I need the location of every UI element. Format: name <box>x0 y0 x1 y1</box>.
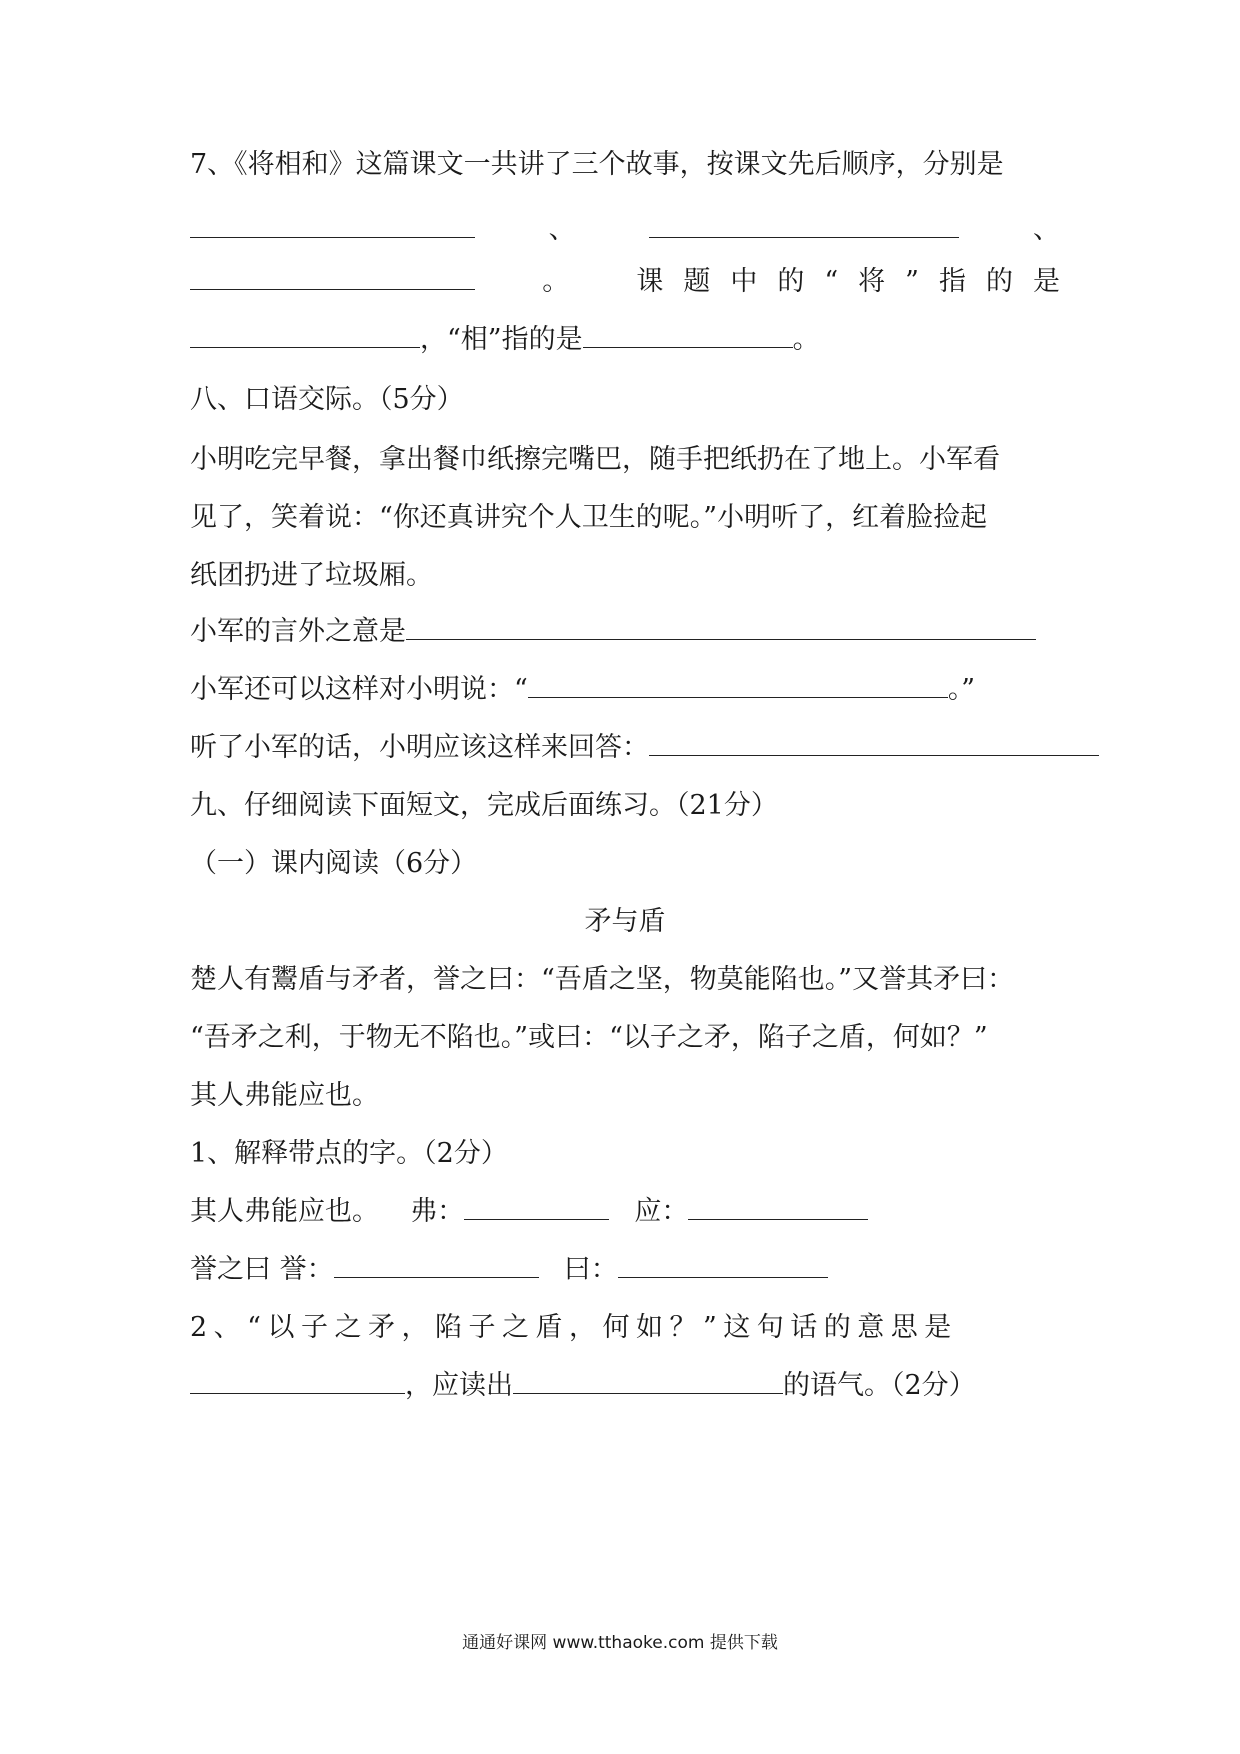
passage-line <box>190 556 1060 596</box>
passage-line <box>190 498 1060 538</box>
sentence-text: 誉之曰 <box>190 1254 271 1285</box>
s8-question-1-text: 小军的言外之意是 <box>190 616 406 647</box>
ying-blank[interactable] <box>688 1193 868 1220</box>
xiang-blank[interactable] <box>583 321 793 348</box>
alternative-speech-blank[interactable] <box>528 671 948 698</box>
story-1-blank[interactable] <box>190 211 475 238</box>
define-row-2 <box>190 1250 1060 1290</box>
classical-passage-line <box>190 1076 1060 1116</box>
s9-question-1-heading-text: 1、解释带点的字。（2分） <box>190 1138 508 1169</box>
s9-question-2-text: 2、“以子之矛，陷子之盾，何如？”这句话的意思是 <box>190 1312 958 1343</box>
section-8-heading-text: 八、口语交际。（5分） <box>190 384 464 415</box>
s8-question-1 <box>190 612 1060 652</box>
passage-title-text: 矛与盾 <box>584 906 666 937</box>
reply-blank[interactable] <box>649 729 1099 756</box>
jiang-blank[interactable] <box>190 321 420 348</box>
yu-blank[interactable] <box>334 1251 539 1278</box>
sentence-text: 其人弗能应也。 <box>190 1196 379 1227</box>
define-row-1 <box>190 1192 1060 1232</box>
s8-question-3 <box>190 728 1060 768</box>
classical-passage-text: “吾矛之利，于物无不陷也。”或曰：“以子之矛，陷子之盾，何如？” <box>190 1022 988 1053</box>
read-tone-label: ，应读出 <box>405 1370 513 1401</box>
classical-passage-line <box>190 1018 1060 1058</box>
q7-line-4 <box>190 320 1060 360</box>
classical-passage-text: 楚人有鬻盾与矛者，誉之曰：“吾盾之坚，物莫能陷也。”又誉其矛曰： <box>190 964 1015 995</box>
classical-passage-line <box>190 960 1060 1000</box>
yue-blank[interactable] <box>618 1251 828 1278</box>
classical-passage-text: 其人弗能应也。 <box>190 1080 379 1111</box>
s8-question-2 <box>190 670 1060 710</box>
fu-blank[interactable] <box>464 1193 609 1220</box>
passage-line-text: 见了，笑着说：“你还真讲究个人卫生的呢。”小明听了，红着脸捡起 <box>190 502 988 533</box>
section-9-heading <box>190 786 1060 826</box>
footer-credit <box>0 1631 1240 1655</box>
q7-line-3 <box>190 262 1080 302</box>
passage-line-text: 纸团扔进了垃圾厢。 <box>190 560 433 591</box>
ying-label: 应： <box>634 1196 689 1227</box>
tone-blank[interactable] <box>513 1367 783 1394</box>
passage-title <box>190 902 1060 942</box>
yu-label: 誉： <box>279 1254 334 1285</box>
footer-text: 通通好课网 www.tthaoke.com 提供下载 <box>462 1633 778 1653</box>
story-3-blank[interactable] <box>190 263 475 290</box>
period: 。 <box>542 266 570 297</box>
separator: 、 <box>1032 214 1060 245</box>
fu-label: 弗： <box>410 1196 465 1227</box>
s8-question-3-text: 听了小军的话，小明应该这样来回答： <box>190 732 649 763</box>
q7-line-1 <box>190 145 1060 185</box>
implied-meaning-blank[interactable] <box>406 613 1036 640</box>
q7-jiang-text: 课题中的“将”指的是 <box>636 266 1080 297</box>
s9-question-2-line-1 <box>190 1308 1060 1348</box>
yue-label: 曰： <box>563 1254 618 1285</box>
q7-text: 7、《将相和》这篇课文一共讲了三个故事，按课文先后顺序，分别是 <box>190 149 1004 180</box>
s9-question-2-line-2 <box>190 1366 1060 1406</box>
meaning-blank[interactable] <box>190 1367 405 1394</box>
s8-question-2-end: 。” <box>947 674 976 705</box>
passage-line <box>190 440 1060 480</box>
section-8-heading <box>190 380 1060 420</box>
tone-suffix: 的语气。（2分） <box>783 1370 976 1401</box>
separator: 、 <box>548 214 576 245</box>
s8-question-2-text: 小军还可以这样对小明说：“ <box>190 674 528 705</box>
s9-question-1-heading <box>190 1134 1060 1174</box>
q7-end: 。 <box>792 324 820 355</box>
sub-section-heading-text: （一）课内阅读（6分） <box>190 848 478 879</box>
sub-section-heading <box>190 844 1060 884</box>
story-2-blank[interactable] <box>649 211 959 238</box>
section-9-heading-text: 九、仔细阅读下面短文，完成后面练习。（21分） <box>190 790 778 821</box>
q7-line-2 <box>190 210 1060 250</box>
passage-line-text: 小明吃完早餐，拿出餐巾纸擦完嘴巴，随手把纸扔在了地上。小军看 <box>190 444 1000 475</box>
q7-xiang-text: ，“相”指的是 <box>420 324 583 355</box>
